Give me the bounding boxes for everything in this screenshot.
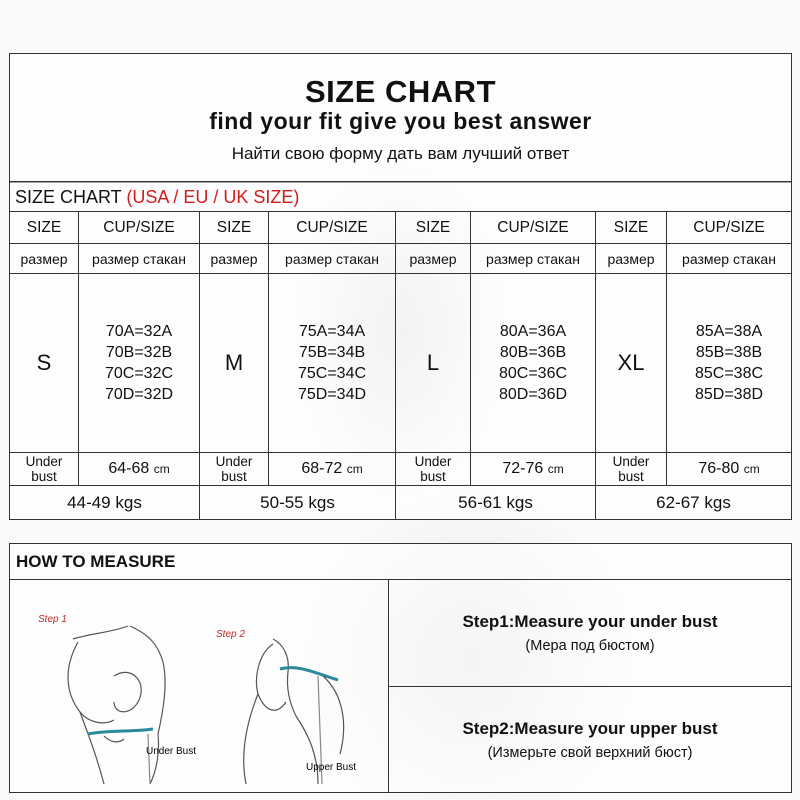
cup-value: 85C=38C [694,365,764,382]
size-header: SIZE [26,218,62,236]
range-value: 64-68 [108,460,150,477]
cup-value: 75D=34D [297,386,367,403]
under-bust-label: Under Bust [146,746,197,757]
cup-header-ru: размер стакан [285,250,379,267]
weight-l: 56-61 kgs [458,492,533,512]
cup-value: 80B=36B [499,344,567,361]
size-label-xl: XL [617,350,645,375]
cup-list-m [269,274,395,452]
table-title [15,187,299,208]
under-bust-line2: bust [618,469,644,484]
cup-value: 75A=34A [298,323,366,340]
cup-value: 75B=34B [298,344,366,361]
cup-header-ru: размер стакан [682,250,776,267]
range-unit: cm [547,462,564,476]
size-header-ru: размер [409,250,457,267]
size-label-s: S [36,350,52,375]
range-unit: cm [743,462,760,476]
under-bust-range-s [79,453,199,485]
cup-value: 70A=32A [105,323,173,340]
under-bust-line1: Under [612,454,650,469]
cup-value: 80C=36C [498,365,568,382]
size-table [9,181,792,520]
cup-header-ru: размер стакан [92,250,186,267]
under-bust-range-xl [667,453,791,485]
step2-instruction [389,687,791,792]
range-unit: cm [153,462,170,476]
step1-label: Step 1 [38,614,67,625]
size-header: SIZE [613,218,649,236]
step2-label: Step 2 [216,629,245,640]
under-bust-line2: bust [420,469,446,484]
measuring-illustration [18,584,380,789]
size-header-ru: размер [20,250,68,267]
table-title-region: (USA / EU / UK SIZE) [126,187,300,207]
step2-text-ru: (Измерьте свой верхний бюст) [487,744,693,761]
size-header-ru: размер [607,250,655,267]
page-title: SIZE CHART [305,74,496,109]
size-chart-header [9,53,792,183]
cup-value: 80D=36D [498,386,568,403]
range-value: 76-80 [698,460,740,477]
under-bust-range-m [269,453,395,485]
step1-instruction [389,580,791,686]
range-value: 72-76 [502,460,544,477]
range-unit: cm [346,462,363,476]
cup-value: 85A=38A [695,323,763,340]
how-to-measure [9,543,792,793]
upper-bust-label: Upper Bust [306,762,357,773]
page-subtitle-ru: Найти свою форму дать вам лучший ответ [231,144,570,163]
size-header: SIZE [216,218,252,236]
cup-value: 75C=34C [297,365,367,382]
size-label-m: M [224,350,244,375]
cup-header: CUP/SIZE [693,218,765,236]
under-bust-label [396,453,470,485]
cup-value: 70B=32B [105,344,173,361]
cup-list-xl [667,274,791,452]
cup-value: 70D=32D [104,386,174,403]
under-bust-line1: Under [25,454,63,469]
step1-text: Step1:Measure your under bust [462,612,718,631]
measure-title: HOW TO MEASURE [16,552,176,571]
cup-value: 85B=38B [695,344,763,361]
weight-xl: 62-67 kgs [656,492,731,512]
range-value: 68-72 [301,460,343,477]
cup-list-l [471,274,595,452]
under-bust-line2: bust [221,469,247,484]
size-header-ru: размер [210,250,258,267]
under-bust-line2: bust [31,469,57,484]
step2-text: Step2:Measure your upper bust [462,718,718,738]
cup-header: CUP/SIZE [103,218,175,236]
table-title-main: SIZE CHART [15,187,127,207]
size-label-l: L [426,350,440,375]
size-header: SIZE [415,218,451,236]
under-bust-line1: Under [215,454,253,469]
under-bust-label [596,453,666,485]
under-bust-range-l [471,453,595,485]
under-bust-label [10,453,78,485]
under-bust-line1: Under [414,454,452,469]
cup-header: CUP/SIZE [296,218,368,236]
cup-list-s [79,274,199,452]
page-subtitle: find your fit give you best answer [209,108,592,134]
cup-value: 70C=32C [104,365,174,382]
weight-m: 50-55 kgs [260,492,335,512]
cup-header: CUP/SIZE [497,218,569,236]
cup-value: 85D=38D [694,386,764,403]
figure-under-bust [68,626,165,784]
cup-header-ru: размер стакан [486,250,580,267]
cup-value: 80A=36A [499,323,567,340]
step1-text-ru: (Мера под бюстом) [525,638,655,654]
under-bust-label [200,453,268,485]
weight-s: 44-49 kgs [67,492,142,512]
